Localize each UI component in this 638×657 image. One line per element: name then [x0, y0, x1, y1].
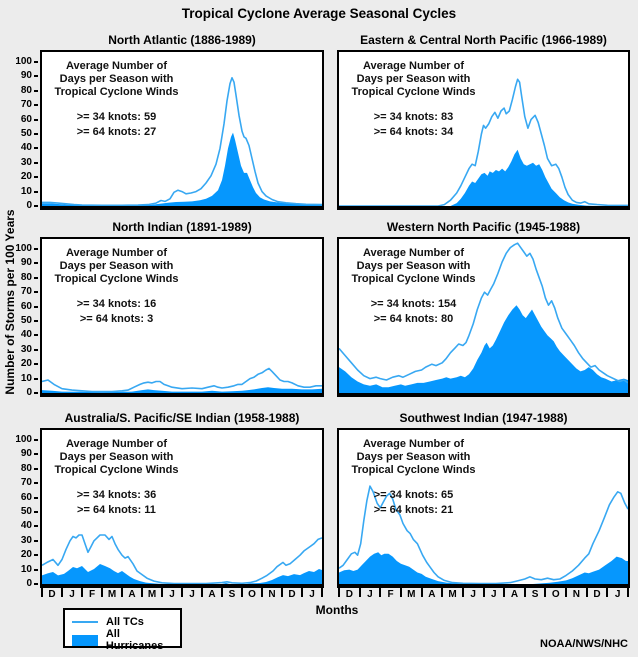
y-tick-label: 40: [20, 520, 32, 532]
plot-north-indian: [40, 237, 324, 397]
panel-title-southwest-indian: Southwest Indian (1947-1988): [399, 411, 568, 425]
y-tick-mark: [34, 291, 38, 293]
panel-annotation: [341, 438, 486, 517]
y-tick-label: 60: [20, 300, 32, 312]
annotation-line: Tropical Cyclone Winds: [351, 464, 476, 476]
x-month-label: J: [169, 589, 175, 600]
x-month-label: N: [268, 589, 276, 600]
knots64-value: >= 64 knots: 11: [77, 503, 156, 516]
y-tick-mark: [34, 162, 38, 164]
annotation-line: Average Number of: [65, 247, 168, 259]
y-tick-label: 20: [20, 358, 32, 370]
knots34-value: >= 34 knots: 36: [76, 489, 157, 501]
y-tick-mark: [34, 349, 38, 351]
plot-southwest-indian: [337, 428, 630, 588]
y-tick-mark: [34, 147, 38, 149]
x-month-label: D: [593, 589, 601, 600]
x-month-label: J: [470, 589, 476, 600]
all-tcs-line: [42, 369, 322, 392]
x-month-label: O: [551, 589, 560, 600]
y-tick-label: 80: [20, 271, 32, 283]
y-tick-label: 60: [20, 113, 32, 125]
y-tick-mark: [34, 248, 38, 250]
y-tick-mark: [34, 262, 38, 264]
knots64-value: >= 64 knots: 27: [76, 125, 157, 138]
credit-text: NOAA/NWS/NHC: [540, 638, 628, 650]
plot-eastern-central-north-pacific: [337, 50, 630, 210]
y-axis-north-atlantic: [12, 52, 38, 211]
x-month-label: O: [248, 589, 256, 600]
panel-annotation: [44, 247, 189, 326]
x-month-label: M: [448, 589, 457, 600]
y-tick-mark: [34, 191, 38, 193]
knots64-value: >= 64 knots: 3: [79, 312, 154, 325]
x-axis-months-right: [337, 588, 630, 601]
y-tick-mark: [34, 334, 38, 336]
panel-annotation: [341, 60, 486, 139]
x-month-label: M: [407, 589, 416, 600]
y-tick-mark: [34, 468, 38, 470]
annotation-line: Tropical Cyclone Winds: [351, 86, 476, 98]
legend-label-all-tcs: All TCs: [106, 616, 144, 628]
x-month-label: D: [288, 589, 296, 600]
y-tick-label: 0: [26, 200, 32, 211]
x-month-label: F: [88, 589, 96, 600]
x-month-label: A: [428, 589, 436, 600]
y-tick-label: 100: [15, 243, 32, 254]
annotation-line: Average Number of: [362, 438, 465, 450]
page-title: Tropical Cyclone Average Seasonal Cycles: [181, 6, 457, 21]
y-tick-mark: [34, 439, 38, 441]
legend-label-all-hurricanes: All Hurricanes: [105, 628, 164, 652]
y-tick-mark: [34, 133, 38, 135]
panel-title-north-indian: North Indian (1891-1989): [112, 220, 252, 234]
x-month-label: S: [228, 589, 236, 600]
y-tick-label: 100: [15, 434, 32, 445]
x-month-label: M: [147, 589, 157, 600]
x-month-label: J: [189, 589, 195, 600]
y-tick-mark: [34, 61, 38, 63]
knots64-value: >= 64 knots: 80: [373, 312, 454, 325]
x-month-label: D: [48, 589, 56, 600]
y-axis-north-indian: [12, 239, 38, 398]
x-month-label: J: [69, 589, 75, 600]
y-tick-mark: [34, 277, 38, 279]
annotation-line: Days per Season with: [59, 260, 174, 272]
y-tick-label: 10: [20, 563, 32, 575]
y-tick-mark: [34, 363, 38, 365]
y-tick-label: 90: [20, 70, 32, 82]
knots34-value: >= 34 knots: 83: [373, 111, 454, 123]
y-tick-mark: [34, 320, 38, 322]
x-month-label: A: [510, 589, 519, 600]
x-month-label: J: [491, 589, 497, 600]
y-tick-label: 40: [20, 329, 32, 341]
knots34-value: >= 34 knots: 59: [76, 111, 157, 123]
y-tick-label: 60: [20, 491, 32, 503]
y-tick-mark: [34, 525, 38, 527]
panel-title-north-atlantic: North Atlantic (1886-1989): [108, 33, 256, 47]
annotation-line: Average Number of: [65, 438, 168, 450]
y-tick-label: 40: [20, 142, 32, 154]
panel-annotation: [341, 247, 486, 326]
y-tick-mark: [34, 569, 38, 571]
y-tick-label: 70: [20, 286, 32, 298]
y-tick-label: 70: [20, 99, 32, 111]
annotation-line: Days per Season with: [356, 260, 471, 272]
y-tick-label: 30: [20, 343, 32, 355]
y-tick-mark: [34, 306, 38, 308]
x-month-label: J: [367, 589, 373, 600]
y-tick-label: 30: [20, 156, 32, 168]
plot-australia-s-pacific-se-indian: [40, 428, 324, 588]
plot-north-atlantic: [40, 50, 324, 210]
y-tick-label: 90: [20, 257, 32, 269]
y-tick-label: 50: [20, 315, 32, 326]
y-tick-mark: [34, 104, 38, 106]
y-tick-label: 50: [20, 128, 32, 139]
knots34-value: >= 34 knots: 154: [370, 298, 457, 310]
x-month-label: M: [107, 589, 117, 600]
annotation-line: Tropical Cyclone Winds: [54, 86, 179, 98]
all-hurricanes-fill-swatch: [72, 635, 98, 646]
y-tick-mark: [34, 392, 38, 394]
panel-title-eastern-central-north-pacific: Eastern & Central North Pacific (1966-1989): [360, 33, 607, 47]
annotation-line: Average Number of: [65, 60, 168, 72]
plot-western-north-pacific: [337, 237, 630, 397]
y-tick-label: 20: [20, 549, 32, 561]
y-tick-mark: [34, 511, 38, 513]
annotation-line: Days per Season with: [59, 451, 174, 463]
y-axis-label: Number of Storms per 100 Years: [3, 209, 17, 395]
y-tick-label: 30: [20, 534, 32, 546]
y-tick-label: 80: [20, 462, 32, 474]
legend: [63, 608, 182, 652]
knots64-value: >= 64 knots: 34: [373, 125, 454, 138]
all-hurricanes-area: [339, 150, 628, 206]
annotation-line: Average Number of: [362, 247, 465, 259]
y-tick-mark: [34, 119, 38, 121]
all-hurricanes-area: [42, 133, 322, 206]
y-tick-mark: [34, 378, 38, 380]
knots34-value: >= 34 knots: 16: [76, 298, 157, 310]
y-tick-label: 90: [20, 448, 32, 460]
x-month-label: S: [531, 589, 539, 600]
y-tick-mark: [34, 540, 38, 542]
y-tick-label: 0: [26, 578, 32, 589]
y-tick-mark: [34, 453, 38, 455]
y-tick-label: 10: [20, 372, 32, 384]
knots34-value: >= 34 knots: 65: [373, 489, 454, 501]
y-tick-mark: [34, 482, 38, 484]
y-tick-label: 70: [20, 477, 32, 489]
annotation-line: Days per Season with: [356, 73, 471, 85]
x-month-label: A: [208, 589, 216, 600]
panel-annotation: [44, 60, 189, 139]
annotation-line: Average Number of: [362, 60, 465, 72]
y-tick-label: 10: [20, 185, 32, 197]
knots64-value: >= 64 knots: 21: [373, 503, 454, 516]
y-axis-australia-s-pacific-se-indian: [12, 430, 38, 589]
x-month-label: N: [572, 589, 580, 600]
annotation-line: Tropical Cyclone Winds: [54, 273, 179, 285]
annotation-line: Tropical Cyclone Winds: [54, 464, 179, 476]
panel-title-australia-s-pacific-se-indian: Australia/S. Pacific/SE Indian (1958-1988): [64, 411, 300, 425]
y-tick-mark: [34, 176, 38, 178]
y-tick-mark: [34, 205, 38, 207]
y-tick-label: 50: [20, 506, 32, 517]
y-tick-label: 80: [20, 84, 32, 96]
x-month-label: F: [387, 589, 394, 600]
all-hurricanes-area: [42, 564, 322, 584]
annotation-line: Days per Season with: [356, 451, 471, 463]
panel-title-western-north-pacific: Western North Pacific (1945-1988): [386, 220, 581, 234]
y-tick-mark: [34, 75, 38, 77]
x-month-label: D: [345, 589, 353, 600]
y-tick-label: 100: [15, 56, 32, 67]
panel-annotation: [44, 438, 189, 517]
x-axis-months-left: [40, 588, 324, 601]
y-tick-mark: [34, 554, 38, 556]
x-month-label: J: [309, 589, 315, 600]
y-tick-label: 20: [20, 171, 32, 183]
y-tick-mark: [34, 90, 38, 92]
x-month-label: A: [128, 589, 136, 600]
y-tick-mark: [34, 583, 38, 585]
annotation-line: Tropical Cyclone Winds: [351, 273, 476, 285]
annotation-line: Days per Season with: [59, 73, 174, 85]
x-month-label: J: [614, 589, 621, 600]
x-axis-label: Months: [315, 603, 359, 617]
all-tcs-line-swatch: [72, 621, 98, 623]
y-tick-mark: [34, 497, 38, 499]
y-tick-label: 0: [26, 387, 32, 398]
